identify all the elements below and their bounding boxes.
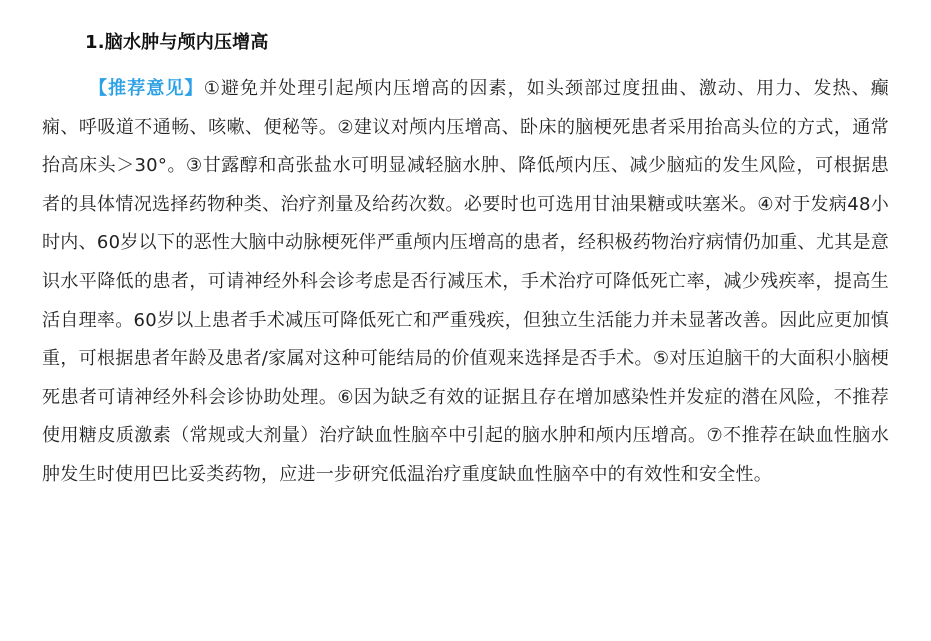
recommendation-paragraph	[42, 70, 889, 495]
section-title: 1.脑水肿与颅内压增高	[85, 32, 269, 53]
recommendation-text: ①避免并处理引起颅内压增高的因素，如头颈部过度扭曲、激动、用力、发热、癫痫、呼吸道不通畅、咳嗽、便秘等。②建议对颅内压增高、卧床的脑梗死患者采用抬高头位的方式，通常抬高床头＞30°。③甘露醇和高张盐水可明显减轻脑水肿、降低颅内压、减少脑疝的发生风险，可根据患者的具体情况选择药物种类、治疗剂量及给药次数。必要时也可选用甘油果糖或呋塞米。④对于发病48小时内、60岁以下的恶性大脑中动脉梗死伴严重颅内压增高的患者，经积极药物治疗病情仍加重、尤其是意识水平降低的患者，可请神经外科会诊考虑是否行减压术，手术治疗可降低死亡率，减少残疾率，提高生活自理率。60岁以上患者手术减压可降低死亡和严重残疾，但独立生活能力并未显著改善。因此应更加慎重，可根据患者年龄及患者/家属对这种可能结局的价值观来选择是否手术。⑤对压迫脑干的大面积小脑梗死患者可请神经外科会诊协助处理。⑥因为缺乏有效的证据且存在增加感染性并发症的潜在风险，不推荐使用糖皮质激素（常规或大剂量）治疗缺血性脑卒中引起的脑水肿和颅内压增高。⑦不推荐在缺血性脑水肿发生时使用巴比妥类药物，应进一步研究低温治疗重度缺血性脑卒中的有效性和安全性。	[42, 78, 890, 485]
recommendation-label: 【推荐意见】	[89, 78, 204, 99]
